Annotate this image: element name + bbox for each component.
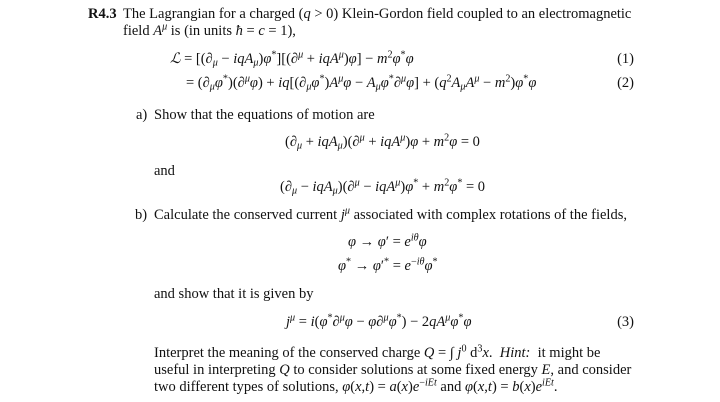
- part-b-show-text: and show that it is given by: [154, 286, 314, 302]
- interpret-line-3: two different types of solutions, $\varphi(x,t) = a(x)e^{-iEt}$ and $\varphi(x,t) = b(x)e^{iEt}$.: [154, 377, 558, 395]
- part-a-label: a): [136, 107, 148, 123]
- equation-3: $j^\mu = i(\varphi^*\partial^\mu\varphi - \varphi\partial^\mu\varphi^*) - 2qA^\mu\varphi^*\varphi$: [286, 312, 472, 330]
- rotation-phi-star: $\varphi^* \to \varphi'^* = e^{-i\theta}\varphi^*$: [338, 256, 438, 274]
- equation-2: = $(\partial_\mu\varphi^*)(\partial^\mu\varphi) + iq[(\partial_\mu\varphi^*)A^\mu\varphi - A_\mu\varphi^*\partial^\mu\varphi] + (q^2A_\mu A^\mu - m^2)\varphi^*\varphi$: [186, 73, 537, 93]
- part-a-text: Show that the equations of motion are: [154, 107, 375, 123]
- equation-2-number: (2): [617, 75, 634, 91]
- interpret-line-1: Interpret the meaning of the conserved charge Q = ∫ $j^0$ $d^3x$. Hint: it might be: [154, 343, 601, 361]
- part-b-label: b): [135, 207, 148, 223]
- equation-3-number: (3): [617, 314, 634, 330]
- rotation-phi: $\varphi \to \varphi' = e^{i\theta}\varphi$: [348, 232, 427, 250]
- equation-1: ℒ = $[(\partial_\mu - iqA_\mu)\varphi^*][(\partial^\mu + iqA^\mu)\varphi] - m^2\varphi^*\varphi$: [170, 49, 414, 69]
- interpret-line-2: useful in interpreting Q to consider solutions at some fixed energy E, and consider: [154, 362, 632, 378]
- part-a-connector: and: [154, 163, 175, 179]
- problem-number: R4.3: [88, 6, 117, 22]
- part-b-text: Calculate the conserved current $j^\mu$ associated with complex rotations of the fields,: [154, 205, 627, 223]
- equation-motion-phi: $(\partial_\mu + iqA_\mu)(\partial^\mu + iqA^\mu)\varphi + m^2\varphi = 0$: [285, 132, 480, 152]
- equation-motion-phi-star: $(\partial_\mu - iqA_\mu)(\partial^\mu - iqA^\mu)\varphi^* + m^2\varphi^* = 0$: [280, 177, 486, 197]
- equation-1-number: (1): [617, 51, 634, 67]
- intro-line-2: field $A^\mu$ is (in units ħ = c = 1),: [123, 21, 296, 39]
- intro-line-1: The Lagrangian for a charged (q > 0) Klein-Gordon field coupled to an electromagnetic: [123, 6, 632, 22]
